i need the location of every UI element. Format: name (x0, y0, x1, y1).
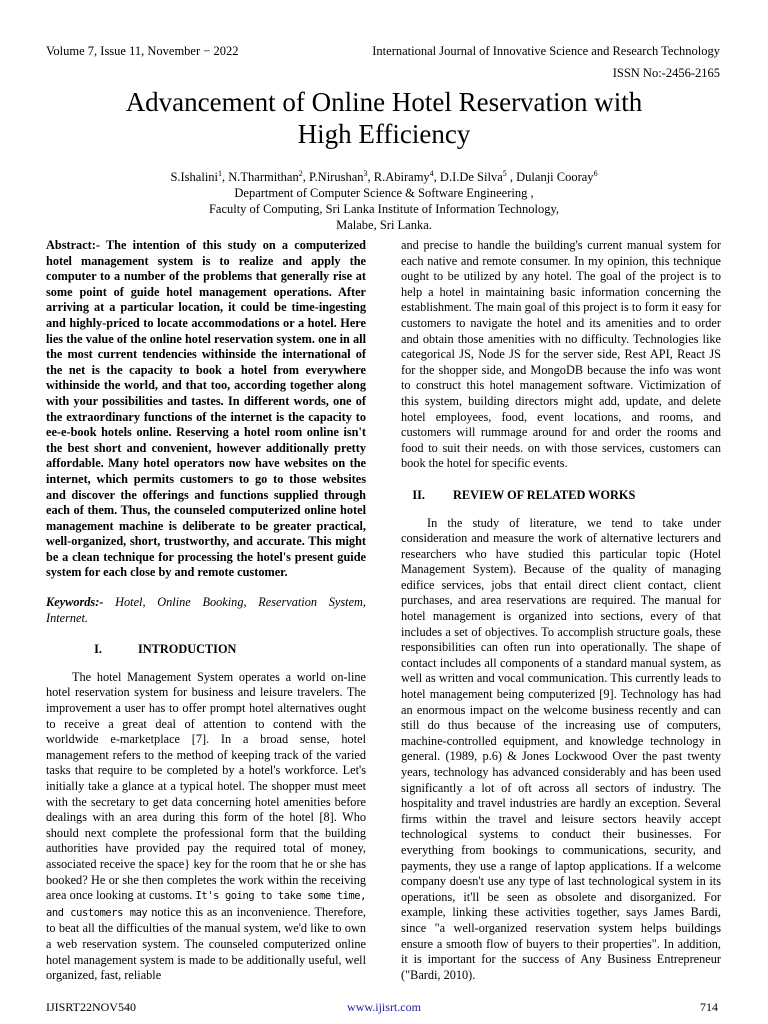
journal-name: International Journal of Innovative Science and Research Technology (372, 44, 720, 58)
footer-website-link[interactable]: www.ijisrt.com (347, 1000, 421, 1014)
keywords (46, 595, 366, 626)
introduction-paragraph (46, 670, 366, 984)
left-column (46, 238, 366, 984)
issn-number: ISSN No:-2456-2165 (612, 66, 720, 80)
authors-block (0, 166, 768, 233)
affiliation-location: Malabe, Sri Lanka. (336, 218, 432, 233)
section-heading-introduction (46, 642, 366, 658)
intro-continuation-paragraph: and precise to handle the building's current manual system for each native and remote consumer. In my opinion, this technique ought to be utilized by any hotel. The goal of the project is to help a hotel in maintaining basic information concerning the establishment. The main goal of this project is to form it easy for customers to navigate the hotel and its amenities and to order and obtain those amenities with no difficulty. Technologies like categorical JS, Node JS for the server side, Rest API, React JS for the shopper side, and MongoDB because the info was wont to construct this hotel management software. Victimization of this system, building directors might add, update, and delete hotel employees, food, event locations, and rooms, and customers will rummage around for and order the rooms and food to suit their needs. on with those services, customers can book the hotel for specific events. (401, 238, 721, 471)
author-name: D.I.De Silva (439, 170, 503, 185)
keywords-list: Hotel, Online Booking, Reservation System, Internet. (46, 595, 366, 625)
section-heading-review (401, 488, 721, 504)
author-name: P.Nirushan (308, 170, 364, 185)
section-title: INTRODUCTION (138, 642, 237, 657)
author-sup: 4 (429, 169, 434, 178)
affiliation-department: Department of Computer Science & Software Engineering , (234, 186, 534, 201)
abstract: Abstract:- The intention of this study on a computerized hotel management system is to realize and apply the computer to a number of the problems that generally rise at some point of guide hotel management operations. After arriving at a particular location, it could be time-ingesting and highly-priced to locate accommodations or a hotel. Here lies the value of the online hotel reservation system. one in all the most current tendencies withinside the international of the net is the capacity to book a hotel from everywhere withinside the world, and that too, according together along with your possibilities and tastes. In different words, one of the extraordinary functions of the internet is the capacity to ee-e-book hotels online. Reserving a hotel room online isn't the best short and convenient, however additionally pretty affordable. Many hotel operators now have websites on the internet, which permits customers to go to those websites and discover the offerings and functions supplied through each of them. Thus, the counseled computerized online hotel management machine is deliberate to be greater practical, well-organized, short, trustworthy, and accurate. This might be a clean technique for processing the hotel's present guide system for each close by and remote customer. (46, 238, 366, 580)
author-sup: 6 (593, 169, 598, 178)
footer-paper-id: IJISRT22NOV540 (46, 1000, 136, 1014)
section-title: REVIEW OF RELATED WORKS (453, 487, 636, 502)
affiliation-faculty: Faculty of Computing, Sri Lanka Institute of Information Technology, (208, 202, 560, 217)
section-number: II. (412, 487, 425, 502)
author-sup: 3 (363, 169, 368, 178)
paper-title (0, 86, 768, 150)
author-name: S.Ishalini (170, 170, 219, 185)
keywords-label: Keywords:- (46, 595, 104, 610)
author-sup: 2 (298, 169, 303, 178)
author-sup: 1 (218, 169, 223, 178)
footer-page-number: 714 (700, 1000, 718, 1014)
volume-issue: Volume 7, Issue 11, November − 2022 (46, 44, 239, 58)
author-sup: 5 (502, 169, 507, 178)
intro-text-part-2: notice this as an inconvenience. Therefore, to beat all the difficulties of the manual system, we'd like to own a web reservation system. The counseled computerized online hotel management system is made to be additionally useful, well organized, fast, reliable (46, 904, 366, 983)
section-number: I. (94, 642, 102, 657)
author-name: R.Abiramy (373, 170, 430, 185)
author-name: Dulanji Cooray (516, 170, 594, 185)
review-paragraph: In the study of literature, we tend to take under consideration and measure the work of alternative lecturers and researchers who have studied this particular topic (Hotel Management System). Because of the quality of managing edifice services, jobs that entail direct client contact, client purchases, and area reservations are required. The manual for hotel management is organized into sections, every of that includes a set of objectives. To accomplish structure goals, these responsibilities can often run into operationally. The shape of contact includes all components of a standard manual system, as well as written and vocal communication. This currently leads to hotel management being computerized [9]. Technology has had an enormous impact on the welcome business recently and can still do thus because of the increasing use of computers, machine-controlled equipment, and knowledge technology in general. (1989, p.6) & Jones Lockwood Over the past twenty years, technology has advanced considerably and has been used significantly a lot of oft across all sectors of industry. The hospitality and travel industries are hardly an exception. Several firms within the travel and leisure sectors heavily accept technological systems to conduct their businesses. For everything from bookings to communications, security, and payments, they use a range of laptop applications. If a welcome company doesn't use any type of last technological system in its operations, it'll be seen as obsolete and disorganized. For example, linking these activities together, says James Bardi, since "a well-organized reservation system helps buildings ensure a smooth flow of buyers to their properties". In addition, it is important for the success of Any Business Entrepreneur ("Bardi, 2010). (401, 515, 721, 982)
author-name: N.Tharmithan (228, 170, 299, 185)
intro-text-alt-font: It's going to take some time, and customers may (46, 890, 366, 919)
intro-text-part-1: The hotel Management System operates a world on-line hotel reservation system for business and leisure travelers. The improvement a user has to offer prompt hotel alternatives ought to receive a great deal of attention to contend with the worldwide e-marketplace [7]. In a broad sense, hotel management refers to the method of keeping track of the varied tasks that require to be completed by a hotel's workforce. Let's initially take a glance at a typical hotel. The shopper must meet with the secretary to get data concerning hotel amenities before dealings with an area during this form of the hotel [8]. Who should next complete the professional form that the building authorities have provided pay the required total of money, associated receive the space} key for the room that he or she has booked? He or she then completes the work within the receiving area once looking at customs. (46, 669, 366, 903)
author-list: S.Ishalini$^1$, N.Tharmithan$^2$, P.Nirushan$^3$, R.Abiramy$^4$, D.I.De Silva$^5$ , Dulanji Cooray$^6$ (170, 169, 598, 185)
paper-title-line-1: Advancement of Online Hotel Reservation with (125, 87, 643, 117)
right-column (401, 238, 721, 983)
paper-title-line-2: High Efficiency (297, 119, 471, 149)
